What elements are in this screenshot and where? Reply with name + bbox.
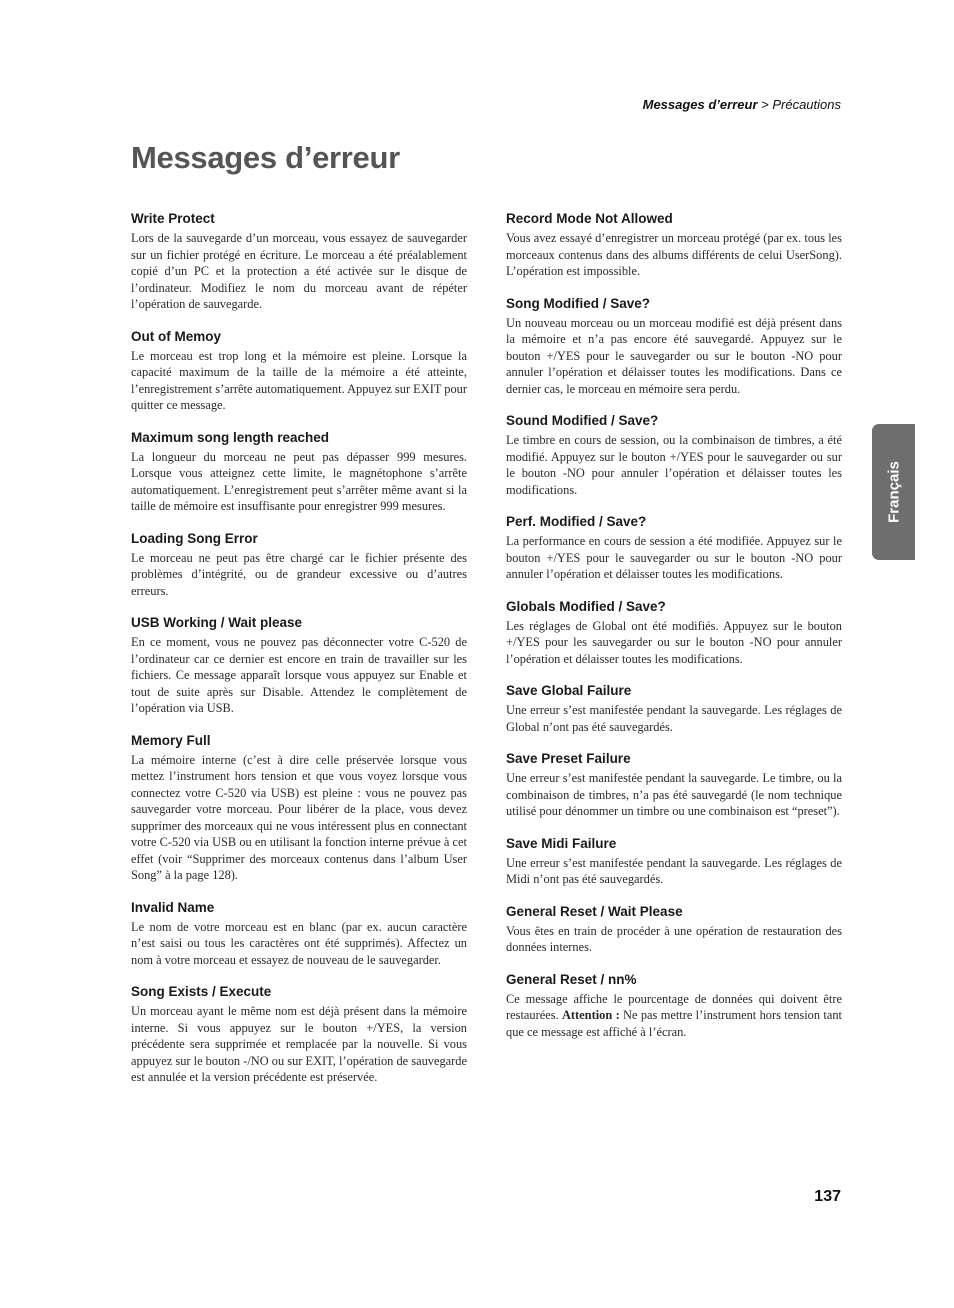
- left-column: [131, 211, 467, 1102]
- section-heading: General Reset / Wait Please: [506, 903, 683, 919]
- section-max-song-length: [131, 430, 467, 515]
- section-song-exists: [131, 984, 467, 1086]
- section-memory-full: [131, 733, 467, 884]
- section-heading: Save Global Failure: [506, 683, 632, 698]
- section-text: Les réglages de Global ont été modifiés. Appuyez sur le bouton +/YES pour les sauvegarder ou sur le bouton -NO pour annuler l’opération et délaisser toutes les modifications.: [506, 618, 842, 666]
- language-tab: [872, 424, 915, 560]
- section-heading: Maximum song length reached: [131, 429, 330, 445]
- section-out-of-memory: [131, 329, 467, 414]
- attention-label: Attention :: [561, 1008, 620, 1022]
- section-text: Le timbre en cours de session, ou la combinaison de timbres, a été modifié. Appuyez sur le bouton +/YES pour le sauvegarder ou sur le bouton -NO pour annuler l’opération et délaisser toutes les modifications.: [506, 433, 842, 497]
- section-text: Vous êtes en train de procéder à une opération de restauration des données internes.: [506, 923, 842, 954]
- section-loading-song-error: [131, 531, 467, 600]
- section-heading: Loading Song Error: [131, 530, 258, 546]
- section-text: Une erreur s’est manifestée pendant la sauvegarde. Les réglages de Global n’ont pas été sauvegardés.: [506, 703, 842, 734]
- section-heading: Save Midi Failure: [506, 835, 617, 851]
- breadcrumb-separator: >: [757, 97, 773, 112]
- section-text: La mémoire interne (c’est à dire celle préservée lorsque vous mettez l’instrument hors tension et que vous voyez lorsque vous connectez votre C-520 via USB) est pleine : vous ne pouvez pas sauvegarder votre morceau. Pour libérer de la place, vous devez supprimer des morceaux qui ne vous intéressent plus en connectant votre C-520 via USB ou en utilisant la fonction interne prévue à cet effet (voir “Supprimer des morceaux contenus dans l’album User Song” à la page 128).: [131, 752, 467, 882]
- section-record-mode-not-allowed: [506, 211, 842, 280]
- section-text: Une erreur s’est manifestée pendant la sauvegarde. Le timbre, ou la combinaison de timbres, n’a pas été sauvegardé (le nom technique utilisé pour dénommer un timbre ou une combinaison est “preset”).: [506, 771, 842, 818]
- section-text: En ce moment, vous ne pouvez pas déconnecter votre C-520 de l’ordinateur car ce dernier est encore en train de travailler sur les fichiers. Ce message apparaît lorsque vous appuyez sur Enable et tout de suite après sur Disable. Attendez le complètement de l’opération via USB.: [131, 635, 467, 715]
- section-heading: Song Modified / Save?: [506, 295, 651, 311]
- section-globals-modified: [506, 599, 842, 668]
- section-save-global-failure: [506, 683, 842, 735]
- section-song-modified: [506, 296, 842, 398]
- page-title: Messages d’erreur: [131, 140, 400, 175]
- section-heading: Invalid Name: [131, 899, 215, 915]
- section-heading: USB Working / Wait please: [131, 615, 303, 630]
- breadcrumb-parent: Précautions: [772, 97, 841, 112]
- section-heading: Perf. Modified / Save?: [506, 514, 647, 529]
- section-text-warning: Ne pas mettre l’instrument hors tension tant que ce message est affiché à l’écran.: [506, 1008, 842, 1039]
- section-text: Une erreur s’est manifestée pendant la sauvegarde. Les réglages de Midi n’ont pas été sauvegardés.: [506, 855, 842, 886]
- section-text: La longueur du morceau ne peut pas dépasser 999 mesures. Lorsque vous atteignez cette limite, le magnétophone s’arrête automatiquement. L’enregistrement peut s’arrêter même avant si la taille de mémoire est insuffisante pour enregistrer 999 mesures.: [131, 449, 467, 513]
- section-invalid-name: [131, 900, 467, 969]
- section-heading: Record Mode Not Allowed: [506, 211, 673, 226]
- right-column: [506, 211, 842, 1056]
- language-tab-label: Français: [885, 461, 902, 523]
- section-text-intro: Ce message affiche le pourcentage de données qui doivent être restaurées.: [506, 991, 842, 1022]
- section-text: La performance en cours de session a été modifiée. Appuyez sur le bouton +/YES pour le sauvegarder ou sur le bouton -NO pour annuler l’opération et délaisser toutes les modifications.: [506, 534, 842, 581]
- section-usb-working: [131, 615, 467, 717]
- section-text: [506, 991, 842, 1041]
- section-text: Le morceau ne peut pas être chargé car le fichier présente des problèmes d’intégrité, ou de grandeur excessive ou d’autres erreurs.: [131, 550, 467, 598]
- section-heading: Globals Modified / Save?: [506, 598, 666, 614]
- section-text: Un morceau ayant le même nom est déjà présent dans la mémoire interne. Si vous appuyez sur le bouton +/YES, la version précédente sera supprimée et remplacée par la nouvelle. Si vous appuyez sur le bouton -/NO ou sur EXIT, l’opération de sauvegarde est annulée et la version précédente est préservée.: [131, 1004, 467, 1084]
- section-sound-modified: [506, 413, 842, 498]
- section-general-reset-wait: [506, 904, 842, 956]
- section-text: Vous avez essayé d’enregistrer un morceau protégé (par ex. tous les morceaux contenus dans des albums différents de celui UserSong). L’opération est impossible.: [506, 231, 842, 278]
- section-save-preset-failure: [506, 751, 842, 820]
- section-perf-modified: [506, 514, 842, 583]
- section-heading: General Reset / nn%: [506, 971, 637, 987]
- section-heading: Sound Modified / Save?: [506, 413, 659, 428]
- breadcrumb-current: Messages d’erreur: [642, 97, 758, 112]
- section-heading: Save Preset Failure: [506, 751, 631, 766]
- section-write-protect: [131, 211, 467, 313]
- section-heading: Out of Memoy: [131, 328, 221, 344]
- section-save-midi-failure: [506, 836, 842, 888]
- section-heading: Write Protect: [131, 211, 215, 226]
- section-text: Un nouveau morceau ou un morceau modifié est déjà présent dans la mémoire et n’a pas encore été sauvegardé. Appuyez sur le bouton +/YES pour le sauvegarder ou sur le bouton -NO pour annuler l’opération et délaisser toutes les modifications. Dans ce dernier cas, le morceau en mémoire sera perdu.: [506, 315, 842, 396]
- section-heading: Song Exists / Execute: [131, 984, 272, 999]
- section-heading: Memory Full: [131, 732, 211, 748]
- section-text: Le morceau est trop long et la mémoire est pleine. Lorsque la capacité maximum de la taille de la mémoire a été atteinte, l’enregistrement s’arrête automatiquement. Appuyez sur EXIT pour quitter ce message.: [131, 348, 467, 412]
- breadcrumb: [643, 97, 841, 112]
- section-text: Le nom de votre morceau est en blanc (par ex. aucun caractère n’est saisi ou tous les caractères ont été supprimés). Affectez un nom à votre morceau et essayez de nouveau de le sauvegarder.: [131, 919, 467, 967]
- page-number: 137: [814, 1188, 841, 1205]
- section-general-reset-percent: [506, 972, 842, 1041]
- section-text: Lors de la sauvegarde d’un morceau, vous essayez de sauvegarder sur un fichier protégé en écriture. Le morceau a été préalablement copié d’un PC et la protection a été activée sur le disque de l’ordinateur. Modifiez le nom du morceau avant de répéter l’opération de sauvegarde.: [131, 231, 467, 311]
